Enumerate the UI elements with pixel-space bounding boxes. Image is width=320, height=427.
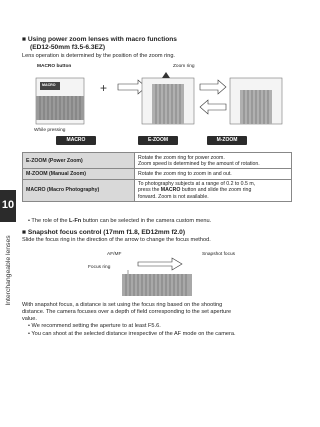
mode-e-zoom: E-ZOOM bbox=[138, 136, 178, 145]
svg-text:+: + bbox=[100, 81, 108, 95]
mode-m-zoom: M-ZOOM bbox=[207, 136, 247, 145]
note-lfn: • The role of the L-Fn button can be selected in the camera custom menu. bbox=[28, 218, 212, 224]
focus-ring-illustration bbox=[110, 256, 210, 300]
snapshot-body: With snapshot focus, a distance is set using the focus ring based on the shooting distance. The camera focuses over a depth of field corresponding to the set aperture value. bbox=[22, 302, 232, 322]
table-cell-name: MACRO (Macro Photography) bbox=[23, 179, 135, 202]
lens-m-zoom-illustration bbox=[230, 78, 282, 124]
chapter-number: 10 bbox=[1, 199, 15, 211]
bullet-af-mode: • You can shoot at the selected distance irrespective of the AF mode on the camera. bbox=[28, 331, 236, 337]
lens-illustrations bbox=[22, 70, 294, 130]
section-intro: Slide the focus ring in the direction of the arrow to change the focus method. bbox=[22, 237, 211, 243]
section-macro-zoom bbox=[22, 36, 292, 60]
macro-button-label: MACRO button bbox=[37, 64, 72, 69]
section-title: ■ Snapshot focus control (17mm f1.8, ED12mm f2.0) bbox=[22, 229, 186, 236]
bullet-aperture: • We recommend setting the aperture to at least F5.6. bbox=[28, 323, 161, 329]
table-cell-desc: Rotate the zoom ring for power zoom. Zoom speed is determined by the amount of rotation. bbox=[135, 153, 292, 169]
table-cell-desc: To photography subjects at a range of 0.2 to 0.5 m, press the MACRO button and slide the zoom ring forward. Zoom is not available. bbox=[135, 179, 292, 202]
while-pressing-label: While pressing bbox=[34, 128, 66, 133]
mode-macro: MACRO bbox=[56, 136, 96, 145]
table-cell-name: M-ZOOM (Manual Zoom) bbox=[23, 169, 135, 179]
zoom-mode-table bbox=[22, 152, 292, 202]
table-cell-desc: Rotate the zoom ring to zoom in and out. bbox=[135, 169, 292, 179]
afmf-label: AF/MF bbox=[107, 252, 122, 257]
zoom-ring-label: Zoom ring bbox=[173, 64, 195, 69]
section-snapshot-focus bbox=[22, 229, 292, 244]
table-row bbox=[23, 169, 292, 179]
lens-e-zoom-illustration bbox=[142, 72, 194, 124]
section-title: ■ Using power zoom lenses with macro functions bbox=[22, 36, 177, 43]
snapshot-focus-label: Snapshot focus bbox=[202, 252, 236, 257]
macro-stamp: MACRO bbox=[42, 83, 56, 87]
focus-ring-label: Focus ring bbox=[88, 265, 111, 270]
section-intro: Lens operation is determined by the position of the zoom ring. bbox=[22, 53, 175, 59]
section-subtitle: (ED12-50mm f3.5-6.3EZ) bbox=[30, 44, 106, 51]
table-row bbox=[23, 153, 292, 169]
table-row bbox=[23, 179, 292, 202]
table-cell-name: E-ZOOM (Power Zoom) bbox=[23, 153, 135, 169]
chapter-title: Interchangeable lenses bbox=[5, 235, 12, 306]
